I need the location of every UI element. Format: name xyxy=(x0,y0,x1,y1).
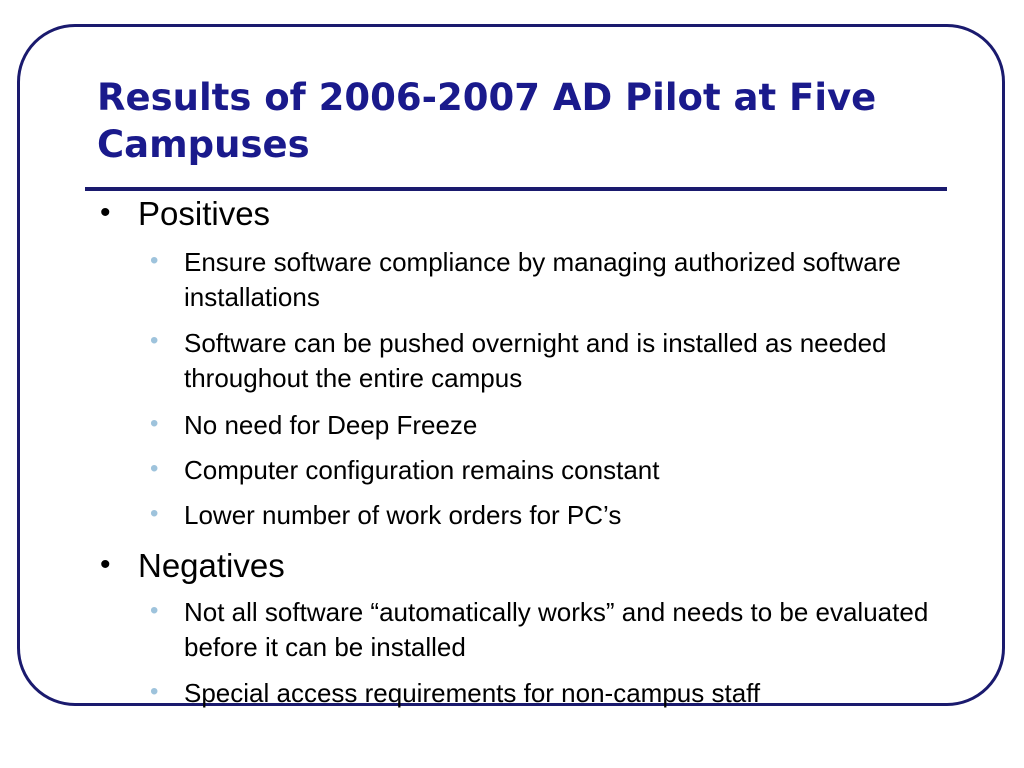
sub-bullet-icon: • xyxy=(150,500,159,527)
list-item: Ensure software compliance by managing authorized software installations xyxy=(184,247,901,312)
bullet-icon: • xyxy=(100,196,111,229)
section-heading-negatives: Negatives xyxy=(138,547,285,584)
sub-bullet-icon: • xyxy=(150,597,159,624)
sub-bullet-icon: • xyxy=(150,678,159,705)
bullet-icon: • xyxy=(100,548,111,581)
section-heading-positives: Positives xyxy=(138,195,271,232)
sub-bullet-icon: • xyxy=(150,327,159,354)
sub-bullet-icon: • xyxy=(150,247,159,274)
list-item: Special access requirements for non-campus staff xyxy=(184,678,761,708)
list-item: Software can be pushed overnight and is installed as needed throughout the entire campus xyxy=(184,328,887,393)
list-item: No need for Deep Freeze xyxy=(184,410,478,440)
sub-bullet-icon: • xyxy=(150,455,159,482)
list-item: Computer configuration remains constant xyxy=(184,455,660,485)
slide-title: Results of 2006-2007 AD Pilot at Five Campuses xyxy=(97,76,877,166)
list-item: Lower number of work orders for PC’s xyxy=(184,500,622,530)
sub-bullet-icon: • xyxy=(150,410,159,437)
list-item: Not all software “automatically works” and needs to be evaluated before it can be installed xyxy=(184,597,929,662)
